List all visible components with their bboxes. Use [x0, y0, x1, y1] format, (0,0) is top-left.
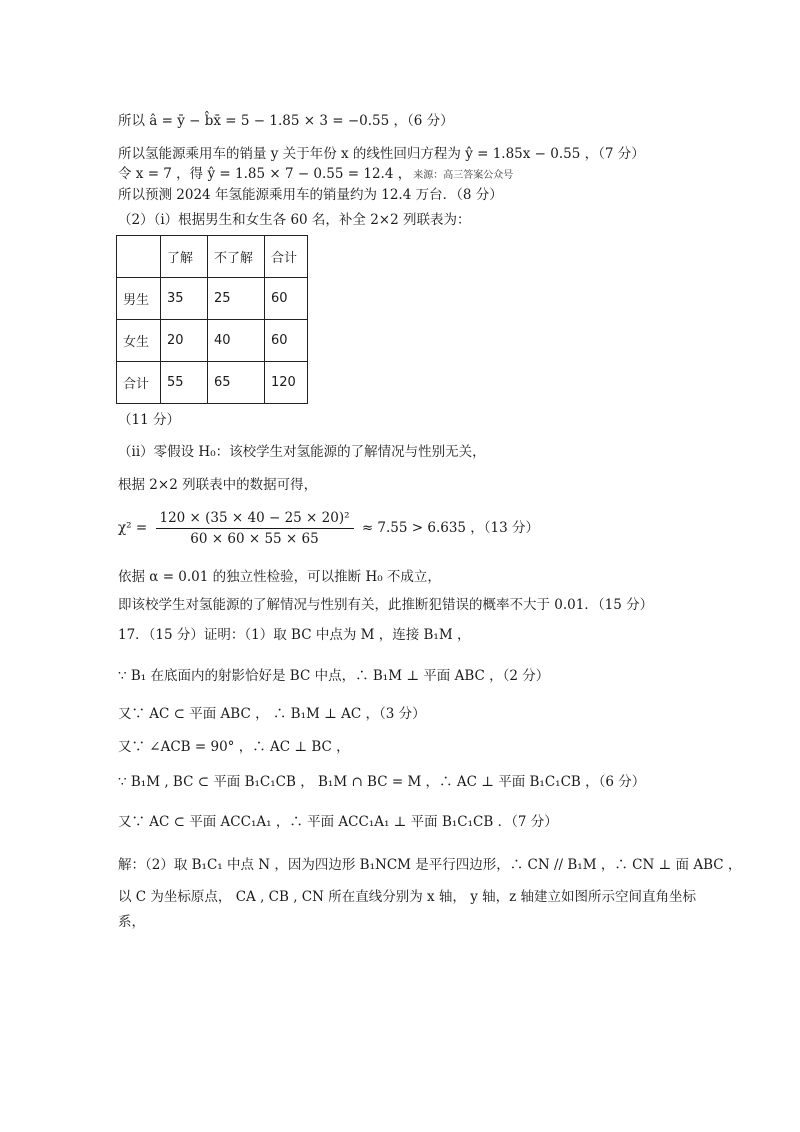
line-intercept-calc: 所以 â = ȳ − b̂x̄ = 5 − 1.85 × 3 = −0.55 ，（6 分） [118, 113, 454, 129]
table-row [117, 320, 308, 362]
table-cell: 60 [265, 320, 308, 362]
table-header-cell: 了解 [161, 236, 208, 278]
table-cell: 25 [208, 278, 265, 320]
chi-square-formula [118, 510, 539, 547]
table-row-label: 男生 [117, 278, 161, 320]
line-coordinate-system-end: 系， [118, 914, 145, 930]
table-cell: 65 [208, 362, 265, 404]
source-note: 来源：高三答案公众号 [413, 170, 514, 181]
line-part2-solution: 解：（2）取 B₁C₁ 中点 N ，因为四边形 B₁NCM 是平行四边形，∴ CN // B₁M ，∴ CN ⊥ 面 ABC ， [118, 857, 742, 873]
table-row [117, 362, 308, 404]
formula-lhs: χ² = [118, 520, 148, 536]
line-plane-perpendicular: ∵ B₁M , BC ⊂ 平面 B₁C₁CB ， B₁M ∩ BC = M ，∴ AC ⊥ 平面 B₁C₁CB ，（6 分） [118, 774, 646, 790]
table-row-label: 女生 [117, 320, 161, 362]
line-projection: ∵ B₁ 在底面内的射影恰好是 BC 中点，∴ B₁M ⊥ 平面 ABC ，（2 分） [118, 668, 550, 684]
line-question-17: 17．（15 分）证明：（1）取 BC 中点为 M ，连接 B₁M ， [118, 627, 471, 643]
line-score-11: （11 分） [118, 412, 180, 428]
formula-numerator: 120 × (35 × 40 − 25 × 20)² [156, 510, 354, 529]
line-perpendicular-ac: 又∵ AC ⊂ 平面 ABC ， ∴ B₁M ⊥ AC ，（3 分） [118, 706, 426, 722]
table-header-cell: 不了解 [208, 236, 265, 278]
table-cell: 120 [265, 362, 308, 404]
table-header-row [117, 236, 308, 278]
line-prediction-result: 所以预测 2024 年氢能源乘用车的销量约为 12.4 万台．（8 分） [118, 187, 503, 203]
formula-fraction [156, 510, 354, 547]
table-header-cell: 合计 [265, 236, 308, 278]
line-coordinate-system: 以 C 为坐标原点， CA , CB , CN 所在直线分别为 x 轴， y 轴，z 轴建立如图所示空间直角坐标 [118, 889, 697, 905]
line-part2-intro: （2）（i）根据男生和女生各 60 名，补全 2×2 列联表为： [118, 212, 471, 228]
prediction-calc-text: 令 x = 7 ，得 ŷ = 1.85 × 7 − 0.55 = 12.4 ， [118, 166, 412, 182]
line-right-angle: 又∵ ∠ACB = 90° ，∴ AC ⊥ BC ， [118, 739, 350, 755]
formula-denominator: 60 × 60 × 55 × 65 [190, 531, 319, 547]
table-cell: 60 [265, 278, 308, 320]
line-independence-test: 依据 α = 0.01 的独立性检验，可以推断 H₀ 不成立， [118, 569, 441, 585]
table-cell: 35 [161, 278, 208, 320]
contingency-table [116, 235, 308, 404]
table-row-label: 合计 [117, 362, 161, 404]
line-plane-conclusion: 又∵ AC ⊂ 平面 ACC₁A₁ ，∴ 平面 ACC₁A₁ ⊥ 平面 B₁C₁CB ．（7 分） [118, 814, 558, 830]
table-cell: 40 [208, 320, 265, 362]
line-conclusion: 即该校学生对氢能源的了解情况与性别有关，此推断犯错误的概率不大于 0.01．（15 分） [118, 597, 654, 613]
line-prediction-calc [118, 165, 513, 185]
table-cell [117, 236, 161, 278]
formula-rhs: ≈ 7.55 > 6.635 ，（13 分） [361, 520, 540, 536]
table-row [117, 278, 308, 320]
table-cell: 20 [161, 320, 208, 362]
table-cell: 55 [161, 362, 208, 404]
line-data-intro: 根据 2×2 列联表中的数据可得， [118, 477, 318, 493]
line-null-hypothesis: （ii）零假设 H₀：该校学生对氢能源的了解情况与性别无关， [118, 444, 486, 460]
line-regression-equation: 所以氢能源乘用车的销量 y 关于年份 x 的线性回归方程为 ŷ = 1.85x − 0.55 ，（7 分） [118, 146, 645, 162]
